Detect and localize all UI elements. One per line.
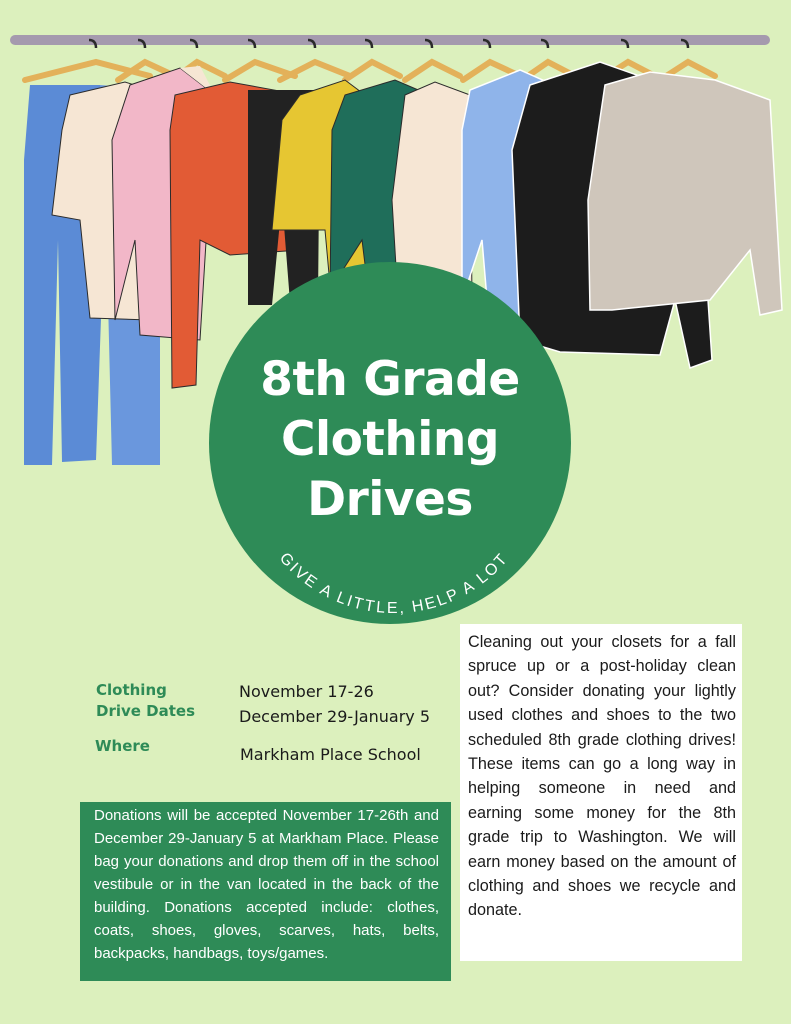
title-badge (209, 262, 571, 624)
dates-label-line-1: Clothing (96, 681, 167, 699)
dates-label-line-2: Drive Dates (96, 702, 196, 720)
donations-info-box (80, 802, 451, 981)
intro-text: Cleaning out your closets for a fall spruce up or a post-holiday clean out? Consider donating your lightly used clothes and shoes to the two scheduled 8th grade clothing drives! These items can go a long way in helping someone in need and earning some money for the 8th grade trip to Washington. We will earn money based on the amount of clothing and shoes we recycle and donate. (468, 633, 736, 920)
dates-label (96, 680, 195, 722)
intro-text-box (460, 624, 742, 961)
where-label: Where (95, 737, 150, 755)
where-value: Markham Place School (240, 745, 421, 764)
title-line-2: Clothing (280, 412, 500, 467)
dates-value-line-2: December 29-January 5 (239, 707, 430, 726)
donations-text: Donations will be accepted November 17-26th and December 29-January 5 at Markham Place. Please bag your donations and drop them off in the school vestibule or in the van located in the back of the building. Donations accepted include: clothes, coats, shoes, gloves, scarves, hats, belts, backpacks, handbags, toys/games. (94, 807, 439, 962)
title-line-1: 8th Grade (260, 352, 520, 407)
tagline-arc (209, 262, 571, 624)
title-line-3: Drives (307, 472, 473, 527)
dates-value (239, 679, 430, 729)
tagline: GIVE A LITTLE, HELP A LOT (275, 549, 513, 618)
dates-value-line-1: November 17-26 (239, 682, 374, 701)
svg-text:GIVE A LITTLE, HELP A LOT (276, 550, 512, 617)
